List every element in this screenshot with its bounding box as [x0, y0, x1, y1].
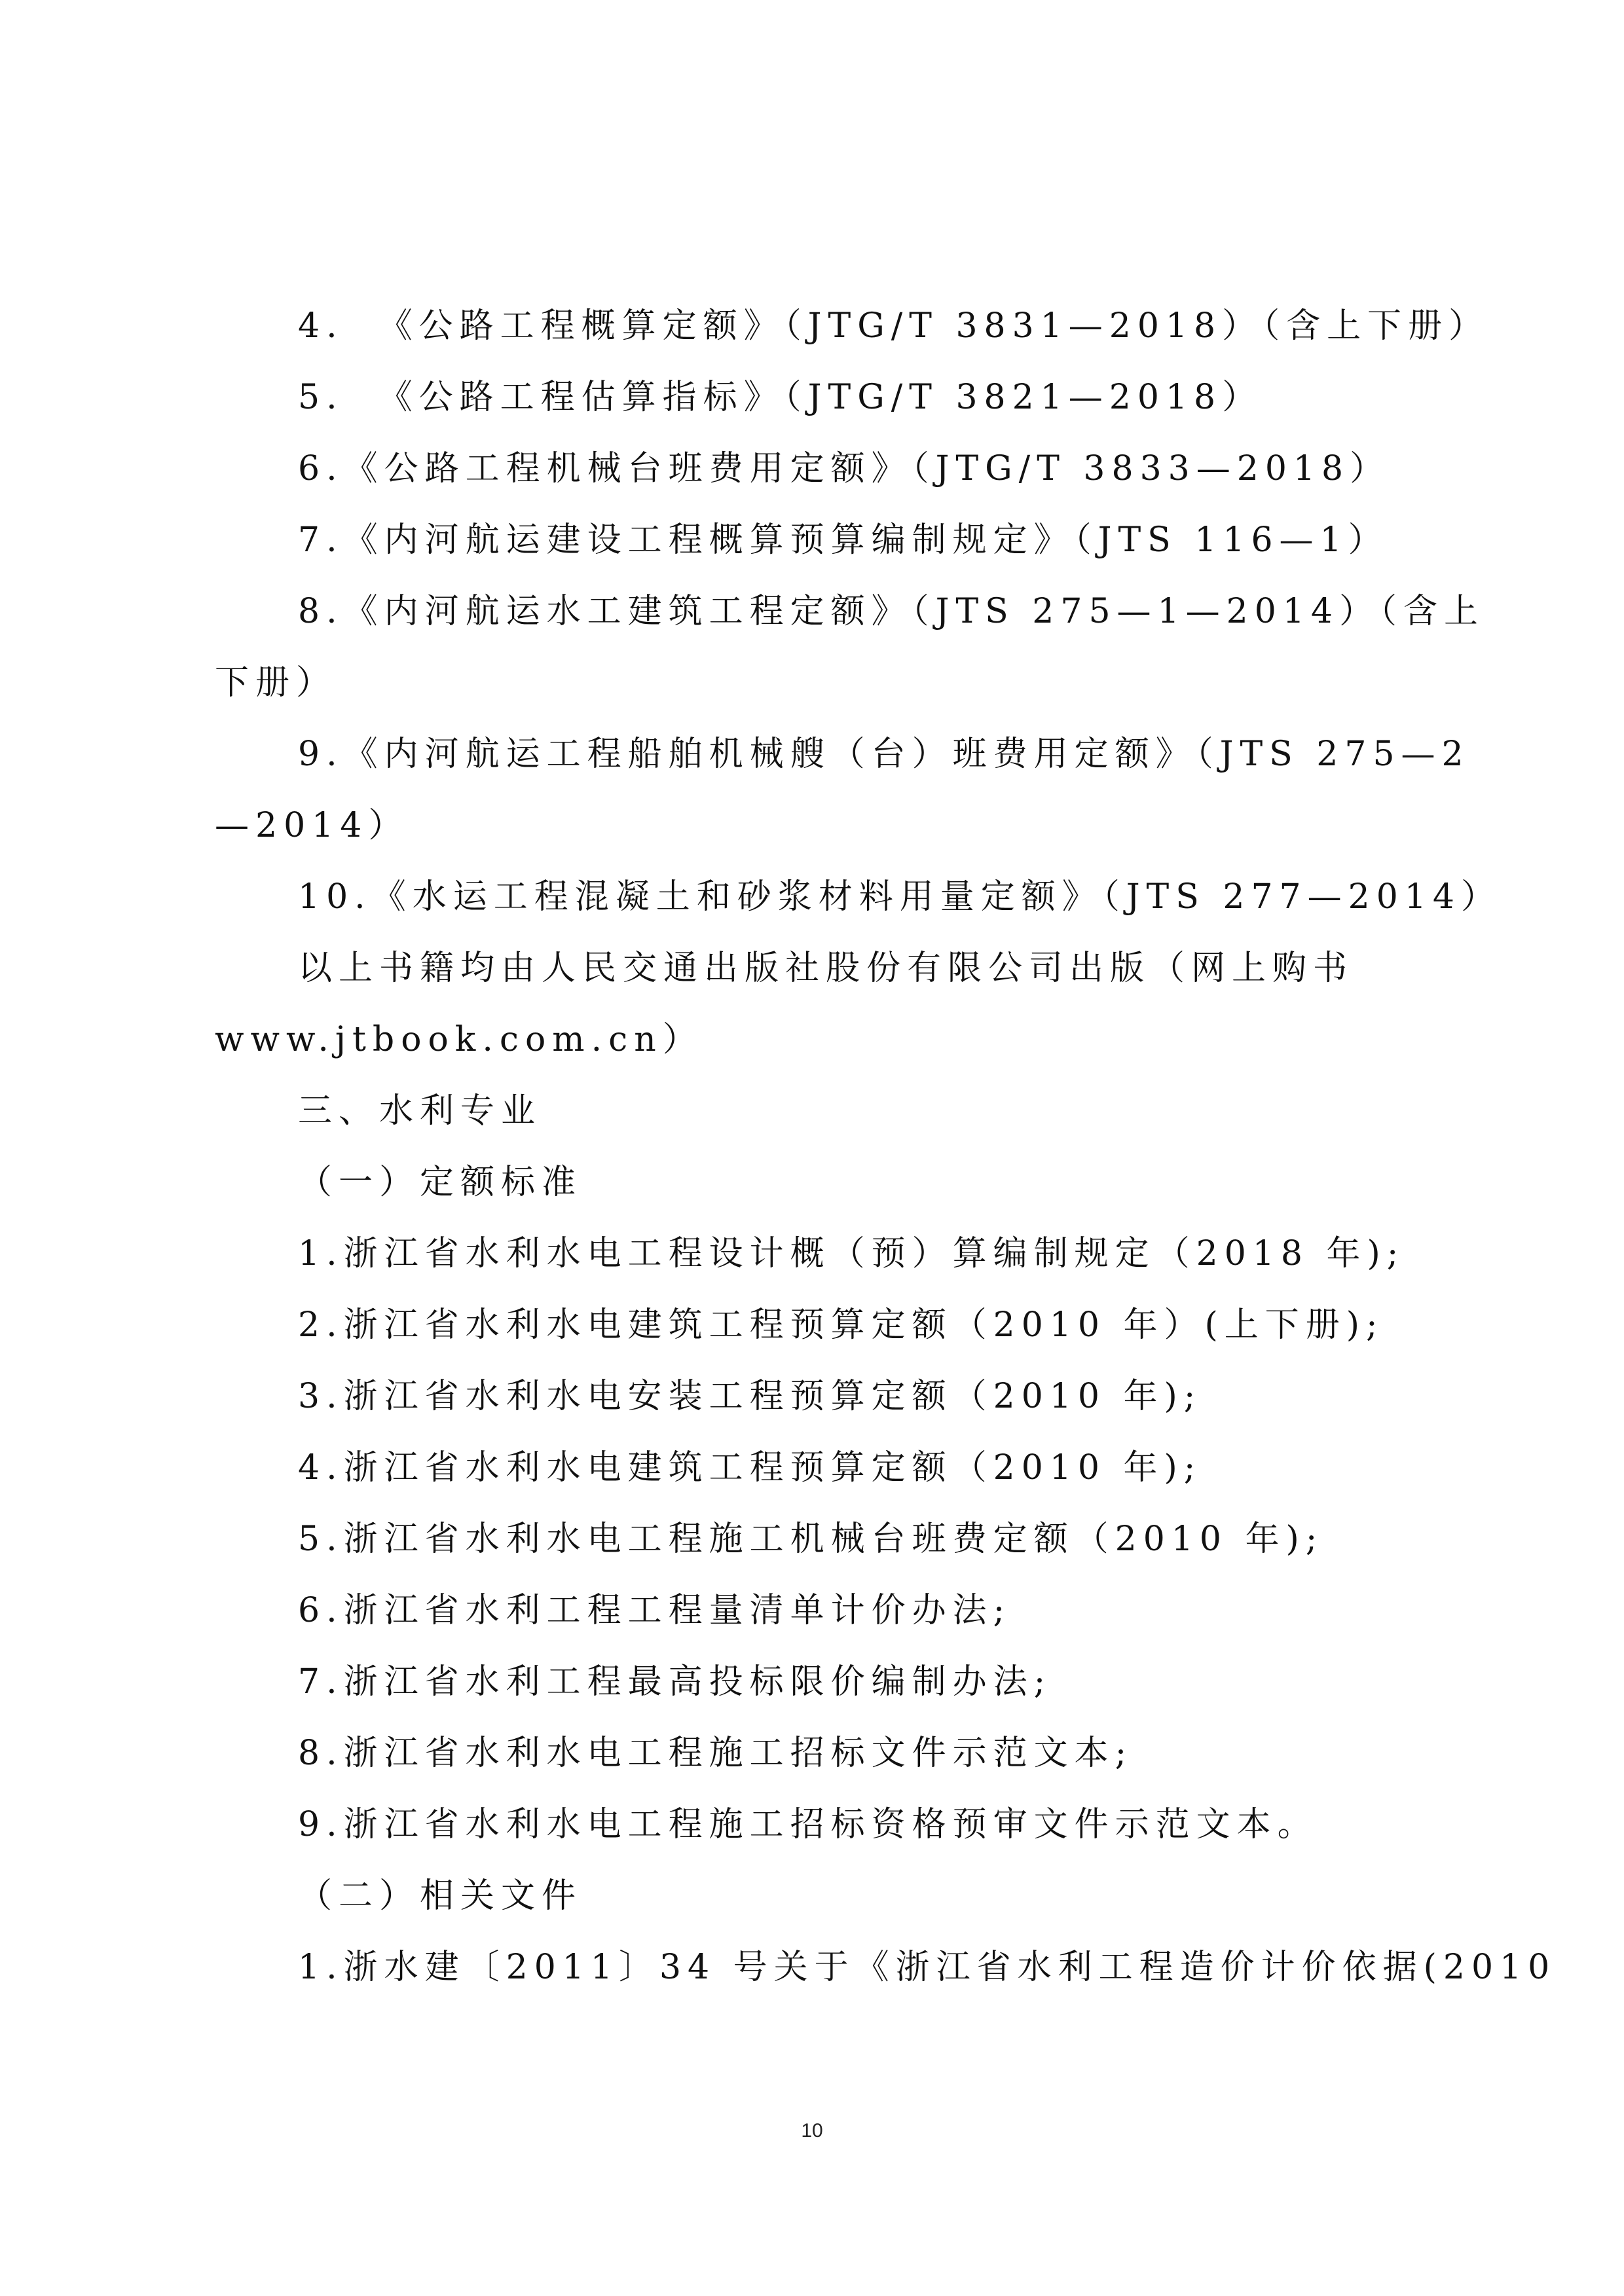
- list-item-water-5: 5.浙江省水利水电工程施工机械台班费定额（2010 年);: [298, 1520, 1324, 1559]
- list-item-water-2: 2.浙江省水利水电建筑工程预算定额（2010 年）(上下册);: [298, 1305, 1384, 1345]
- page-number: 10: [801, 2120, 823, 2141]
- list-item-inland-hydraulic-quota-cont: 下册）: [215, 663, 337, 702]
- list-item-highway-estimate-index: 5. 《公路工程估算指标》（JTG/T 3821—2018）: [298, 378, 1263, 417]
- list-item-concrete-mortar-quota: 10.《水运工程混凝土和砂浆材料用量定额》（JTS 277—2014）: [298, 877, 1502, 917]
- section-heading-water-conservancy: 三、水利专业: [298, 1091, 542, 1131]
- publisher-note: 以上书籍均由人民交通出版社股份有限公司出版（网上购书: [298, 949, 1354, 988]
- subsection-heading-related-documents: （二）相关文件: [298, 1876, 583, 1916]
- publisher-note-url: www.jtbook.com.cn）: [215, 1020, 703, 1059]
- list-item-inland-waterway-rules: 7.《内河航运建设工程概算预算编制规定》（JTS 116—1）: [298, 520, 1389, 560]
- list-item-ship-machinery-quota: 9.《内河航运工程船舶机械艘（台）班费用定额》（JTS 275—2: [298, 735, 1470, 774]
- subsection-heading-quota-standards: （一）定额标准: [298, 1163, 583, 1202]
- list-item-related-doc-1: 1.浙水建〔2011〕34 号关于《浙江省水利工程造价计价依据(2010: [298, 1948, 1557, 1987]
- list-item-highway-budget-quota: 4. 《公路工程概算定额》（JTG/T 3831—2018）（含上下册）: [298, 306, 1490, 346]
- list-item-ship-machinery-quota-cont: —2014）: [215, 806, 409, 845]
- list-item-water-7: 7.浙江省水利工程最高投标限价编制办法;: [298, 1662, 1052, 1702]
- list-item-water-6: 6.浙江省水利工程工程量清单计价办法;: [298, 1591, 1012, 1630]
- list-item-water-8: 8.浙江省水利水电工程施工招标文件示范文本;: [298, 1734, 1134, 1773]
- list-item-water-9: 9.浙江省水利水电工程施工招标资格预审文件示范文本。: [298, 1805, 1318, 1844]
- list-item-water-4: 4.浙江省水利水电建筑工程预算定额（2010 年);: [298, 1448, 1202, 1487]
- list-item-inland-hydraulic-quota: 8.《内河航运水工建筑工程定额》（JTS 275—1—2014）（含上: [298, 592, 1485, 631]
- list-item-water-3: 3.浙江省水利水电安装工程预算定额（2010 年);: [298, 1377, 1202, 1416]
- list-item-water-1: 1.浙江省水利水电工程设计概（预）算编制规定（2018 年);: [298, 1234, 1405, 1273]
- list-item-highway-machinery-quota: 6.《公路工程机械台班费用定额》（JTG/T 3833—2018）: [298, 449, 1391, 488]
